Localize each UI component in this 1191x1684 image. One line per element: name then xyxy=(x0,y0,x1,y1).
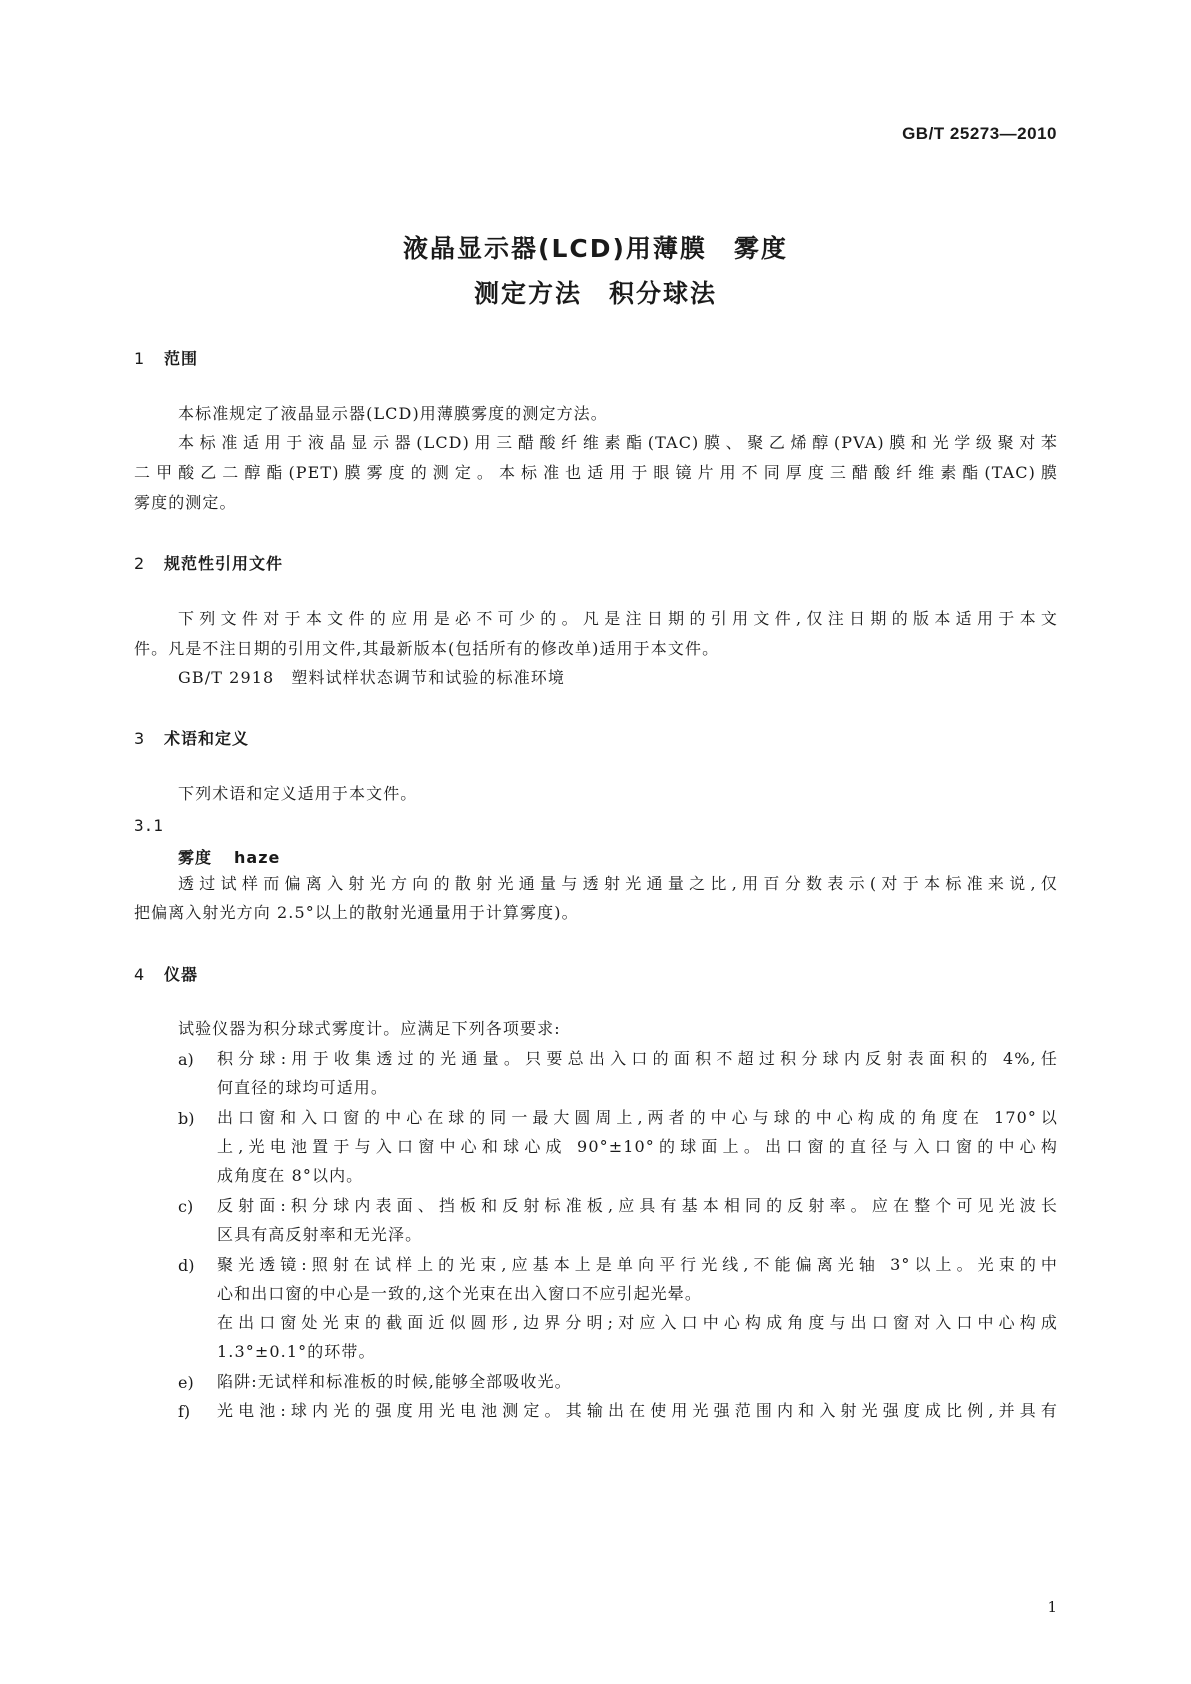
term-definition-line-1: 透过试样而偏离入射光方向的散射光通量与透射光通量之比,用百分数表示(对于本标准来说,仅 xyxy=(178,874,1058,893)
term-number: 3.1 xyxy=(134,816,163,835)
list-item-b-label: b) xyxy=(178,1109,195,1128)
list-item-b-line-1: 出口窗和入口窗的中心在球的同一最大圆周上,两者的中心与球的中心构成的角度在 170°以 xyxy=(217,1108,1058,1127)
section-3-title: 术语和定义 xyxy=(164,729,250,748)
section-3-paragraph: 下列术语和定义适用于本文件。 xyxy=(178,784,418,803)
list-item-a-line-1: 积分球:用于收集透过的光通量。只要总出入口的面积不超过积分球内反射表面积的 4%,任 xyxy=(217,1049,1058,1068)
section-4-title: 仪器 xyxy=(164,965,199,984)
section-1-heading xyxy=(134,346,198,369)
term-name xyxy=(178,845,280,868)
page-number: 1 xyxy=(1047,1598,1057,1616)
section-4-number: 4 xyxy=(134,965,146,984)
term-name-chinese: 雾度 xyxy=(178,848,213,867)
list-item-c-label: c) xyxy=(178,1197,194,1216)
section-1-paragraph-2-line-2: 二甲酸乙二醇酯(PET)膜雾度的测定。本标准也适用于眼镜片用不同厚度三醋酸纤维素酯(TAC)膜 xyxy=(134,463,1058,482)
section-2-paragraph-line-2: 件。凡是不注日期的引用文件,其最新版本(包括所有的修改单)适用于本文件。 xyxy=(134,639,720,658)
list-item-b-line-3: 成角度在 8°以内。 xyxy=(217,1166,364,1185)
section-2-heading xyxy=(134,551,283,574)
document-title-line-1: 液晶显示器(LCD)用薄膜 雾度 xyxy=(403,234,788,263)
section-2-title: 规范性引用文件 xyxy=(164,554,284,573)
list-item-d-label: d) xyxy=(178,1256,195,1275)
document-title-line-2: 测定方法 积分球法 xyxy=(473,279,717,308)
section-3-heading xyxy=(134,726,249,749)
list-item-e-line-1: 陷阱:无试样和标准板的时候,能够全部吸收光。 xyxy=(217,1372,572,1391)
list-item-f-line-1: 光电池:球内光的强度用光电池测定。其输出在使用光强范围内和入射光强度成比例,并具有 xyxy=(217,1401,1058,1420)
section-4-heading xyxy=(134,962,198,985)
list-item-e-label: e) xyxy=(178,1373,194,1392)
list-item-d-line-3: 在出口窗处光束的截面近似圆形,边界分明;对应入口中心构成角度与出口窗对入口中心构成 xyxy=(217,1313,1058,1332)
list-item-d-line-2: 心和出口窗的中心是一致的,这个光束在出入窗口不应引起光晕。 xyxy=(217,1284,702,1303)
section-1-paragraph-2-line-1: 本标准适用于液晶显示器(LCD)用三醋酸纤维素酯(TAC)膜、聚乙烯醇(PVA)膜和光学级聚对苯 xyxy=(178,433,1058,452)
list-item-a-label: a) xyxy=(178,1050,194,1069)
list-item-c-line-1: 反射面:积分球内表面、挡板和反射标准板,应具有基本相同的反射率。应在整个可见光波长 xyxy=(217,1196,1058,1215)
term-definition-line-2: 把偏离入射光方向 2.5°以上的散射光通量用于计算雾度)。 xyxy=(134,903,579,922)
list-item-b-line-2: 上,光电池置于与入口窗中心和球心成 90°±10°的球面上。出口窗的直径与入口窗的中心构 xyxy=(217,1137,1058,1156)
list-item-f-label: f) xyxy=(178,1402,191,1421)
list-item-d-line-1: 聚光透镜:照射在试样上的光束,应基本上是单向平行光线,不能偏离光轴 3°以上。光束的中 xyxy=(217,1255,1058,1274)
list-item-a-line-2: 何直径的球均可适用。 xyxy=(217,1078,389,1097)
section-1-title: 范围 xyxy=(164,349,199,368)
section-1-paragraph-2-line-3: 雾度的测定。 xyxy=(134,493,237,512)
section-1-number: 1 xyxy=(134,349,146,368)
section-1-paragraph-1: 本标准规定了液晶显示器(LCD)用薄膜雾度的测定方法。 xyxy=(178,404,608,423)
standard-code: GB/T 25273—2010 xyxy=(902,124,1057,143)
list-item-c-line-2: 区具有高反射率和无光泽。 xyxy=(217,1225,423,1244)
section-2-paragraph-line-1: 下列文件对于本文件的应用是必不可少的。凡是注日期的引用文件,仅注日期的版本适用于本文 xyxy=(178,609,1058,628)
normative-reference-gbt-2918: GB/T 2918 塑料试样状态调节和试验的标准环境 xyxy=(178,668,566,687)
section-4-paragraph: 试验仪器为积分球式雾度计。应满足下列各项要求: xyxy=(178,1019,561,1038)
section-3-number: 3 xyxy=(134,729,146,748)
section-2-number: 2 xyxy=(134,554,146,573)
list-item-d-line-4: 1.3°±0.1°的环带。 xyxy=(217,1342,376,1361)
term-name-english: haze xyxy=(234,848,281,867)
